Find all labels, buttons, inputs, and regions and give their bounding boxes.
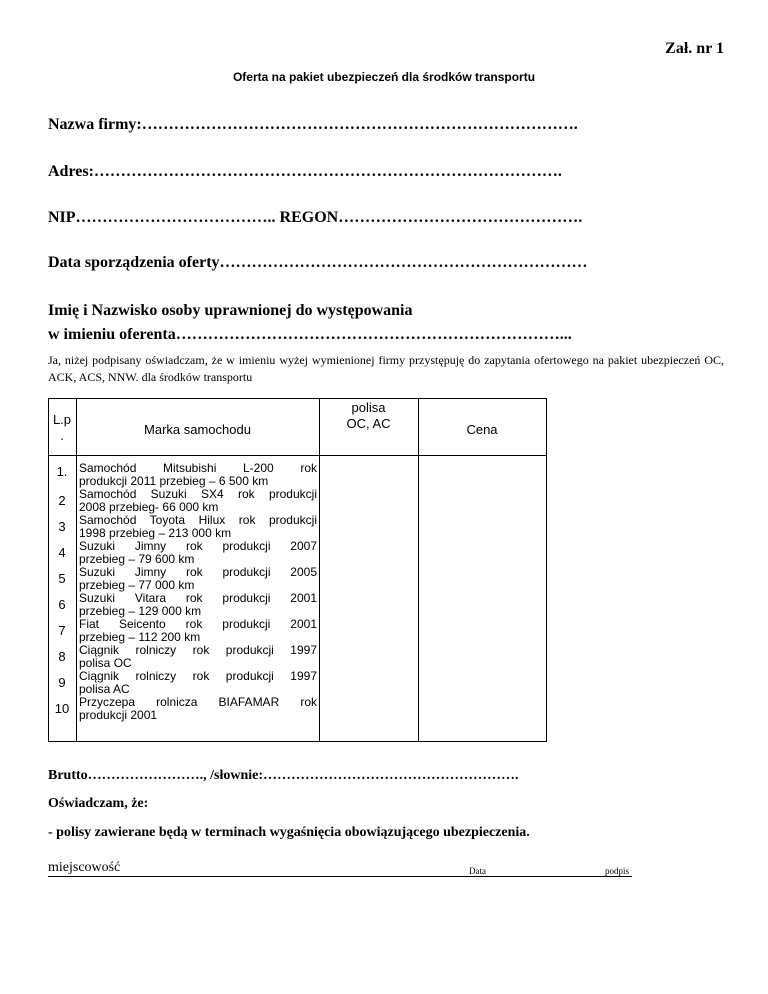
statement-item: - polisy zawierane będą w terminach wygaśnięcia obowiązującego ubezpieczenia.	[48, 825, 530, 840]
row-lp: 2	[58, 493, 66, 508]
vehicle-line1: Ciągnik rolniczy rok produkcji 1997	[79, 669, 317, 683]
vehicle-line1: Fiat Seicento rok produkcji 2001	[79, 617, 317, 631]
address-field: Adres:…………………………………………………………………………….	[48, 163, 562, 180]
row-vehicle	[79, 696, 317, 722]
table-divider-policy	[418, 398, 419, 742]
header-lp-line2: .	[60, 428, 64, 443]
row-vehicle	[79, 514, 317, 540]
vehicle-line1: Suzuki Jimny rok produkcji 2005	[79, 565, 317, 579]
row-vehicle	[79, 488, 317, 514]
vehicle-line1: Ciągnik rolniczy rok produkcji 1997	[79, 643, 317, 657]
statement-heading: Oświadczam, że:	[48, 796, 149, 811]
signature-label: podpis	[605, 866, 630, 876]
row-vehicle	[79, 618, 317, 644]
vehicle-line1: Samochód Mitsubishi L-200 rok	[79, 461, 317, 475]
row-vehicle	[79, 540, 317, 566]
header-brand: Marka samochodu	[144, 422, 251, 437]
vehicle-line1: Samochód Toyota Hilux rok produkcji	[79, 513, 317, 527]
header-price: Cena	[466, 422, 498, 437]
row-lp: 9	[58, 675, 66, 690]
row-lp: 8	[58, 649, 66, 664]
place-label: miejscowość	[48, 860, 121, 875]
vehicle-line2: 2008 przebieg- 66 000 km	[79, 500, 219, 514]
table-border-left	[48, 398, 49, 742]
vehicle-line1: Suzuki Jimny rok produkcji 2007	[79, 539, 317, 553]
authorized-person-label: Imię i Nazwisko osoby uprawnionej do występowania	[48, 302, 413, 319]
vehicle-line2: polisa OC	[79, 656, 132, 670]
annex-number: Zał. nr 1	[665, 40, 724, 57]
table-border-top	[48, 398, 547, 399]
row-vehicle	[79, 462, 317, 488]
row-lp: 6	[58, 597, 66, 612]
table-divider-brand	[319, 398, 320, 742]
vehicle-line1: Suzuki Vitara rok produkcji 2001	[79, 591, 317, 605]
signature-line	[48, 876, 632, 877]
vehicle-line2: 1998 przebieg – 213 000 km	[79, 526, 232, 540]
vehicle-line1: Samochód Suzuki SX4 rok produkcji	[79, 487, 317, 501]
row-lp: 1.	[56, 464, 68, 479]
vehicle-line2: polisa AC	[79, 682, 130, 696]
document-title: Oferta na pakiet ubezpieczeń dla środków transportu	[232, 70, 536, 84]
vehicle-line1: Przyczepa rolnicza BIAFAMAR rok	[79, 695, 317, 709]
table-border-bottom	[48, 741, 547, 742]
row-lp: 10	[54, 701, 70, 716]
table-header-divider	[48, 455, 547, 456]
row-lp: 4	[58, 545, 66, 560]
header-lp-line1: L.p	[52, 412, 72, 427]
declaration-text: Ja, niżej podpisany oświadczam, że w imieniu wyżej wymienionej firmy przystępuję do zapytania ofertowego na pakiet ubezpieczeń OC, ACK, ACS, NNW. dla środków transportu	[48, 353, 724, 384]
vehicle-line2: produkcji 2011 przebieg – 6 500 km	[79, 474, 269, 488]
row-lp: 7	[58, 623, 66, 638]
header-policy	[319, 400, 418, 432]
on-behalf-field: w imieniu oferenta………………………………………………………………...	[48, 326, 572, 343]
brutto-field: Brutto……………………., /słownie:……………………………………………….	[48, 768, 519, 783]
vehicle-line2: przebieg – 129 000 km	[79, 604, 202, 618]
table-border-right	[546, 398, 547, 742]
header-lp	[48, 412, 76, 444]
row-vehicle	[79, 566, 317, 592]
offer-date-field: Data sporządzenia oferty……………………………………………………………	[48, 254, 588, 271]
company-name-field: Nazwa firmy:……………………………………………………………………….	[48, 116, 578, 133]
date-label: Data	[469, 866, 486, 876]
row-lp: 3	[58, 519, 66, 534]
row-lp: 5	[58, 571, 66, 586]
nip-regon-field: NIP……………………………….. REGON……………………………………….	[48, 209, 583, 226]
row-vehicle	[79, 592, 317, 618]
header-policy-line2: OC, AC	[346, 416, 391, 431]
row-vehicle	[79, 670, 317, 696]
vehicle-line2: produkcji 2001	[79, 708, 158, 722]
vehicle-line2: przebieg – 79 600 km	[79, 552, 195, 566]
vehicle-line2: przebieg – 112 200 km	[79, 630, 201, 644]
vehicle-line2: przebieg – 77 000 km	[79, 578, 195, 592]
vehicles-table	[48, 398, 547, 742]
table-divider-lp	[76, 398, 77, 742]
header-policy-line1: polisa	[351, 400, 386, 415]
row-vehicle	[79, 644, 317, 670]
